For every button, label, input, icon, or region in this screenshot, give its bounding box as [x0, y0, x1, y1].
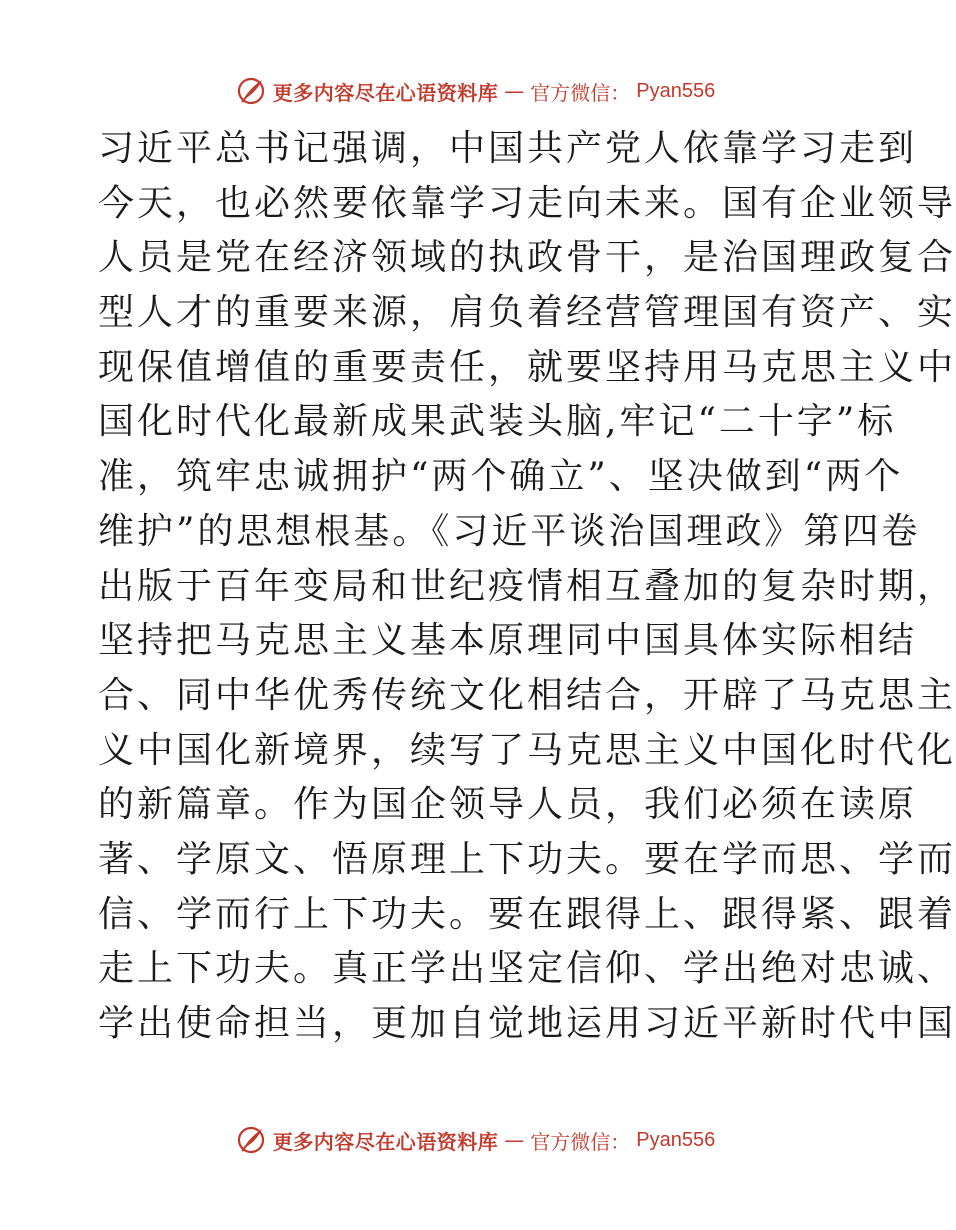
- watermark-title: 更多内容尽在心语资料库: [272, 80, 499, 105]
- watermark-wechat-id: Pyan556: [636, 79, 716, 102]
- text-line: 人员是党在经济领域的执政骨干，是治国理政复合: [98, 237, 956, 279]
- text-line: 坚持把马克思主义基本原理同中国具体实际相结: [98, 620, 918, 662]
- text-line: 习近平总书记强调，中国共产党人依靠学习走到: [98, 128, 918, 169]
- watermark-label: 官方微信：: [530, 80, 631, 105]
- footer-watermark: [0, 1120, 950, 1160]
- text-line: 信、学而行上下功夫。要在跟得上、跟得紧、跟着: [98, 893, 956, 935]
- text-line: 的新篇章。作为国企领导人员，我们必须在读原: [98, 784, 918, 826]
- text-line: 维护”的思想根基。《习近平谈治国理政》第四卷: [98, 510, 921, 552]
- text-line: 学出使命担当，更加自觉地运用习近平新时代中国: [98, 1003, 956, 1044]
- watermark-title: 更多内容尽在心语资料库: [272, 1129, 499, 1154]
- quill-pen-logo-icon: [235, 75, 267, 107]
- text-line: 准，筑牢忠诚拥护“两个确立”、坚决做到“两个: [98, 456, 904, 498]
- text-line: 现保值增值的重要责任，就要坚持用马克思主义中: [98, 346, 956, 388]
- watermark-separator: —: [504, 79, 525, 103]
- text-line: 国化时代化最新成果武装头脑,牢记“二十字”标: [98, 401, 897, 443]
- text-line: 今天，也必然要依靠学习走向未来。国有企业领导: [98, 182, 956, 224]
- watermark-wechat-id: Pyan556: [636, 1128, 716, 1151]
- text-line: 出版于百年变局和世纪疫情相互叠加的复杂时期，: [98, 565, 956, 607]
- text-line: 合、同中华优秀传统文化相结合，开辟了马克思主: [98, 674, 956, 716]
- document-body: [98, 122, 956, 1052]
- header-watermark: [0, 71, 950, 111]
- text-line: 著、学原文、悟原理上下功夫。要在学而思、学而: [98, 838, 956, 880]
- watermark-label: 官方微信：: [530, 1129, 631, 1154]
- text-line: 走上下功夫。真正学出坚定信仰、学出绝对忠诚、: [98, 948, 956, 990]
- watermark-separator: —: [504, 1128, 525, 1152]
- text-line: 型人才的重要来源，肩负着经营管理国有资产、实: [98, 292, 956, 334]
- quill-pen-logo-icon: [235, 1124, 267, 1156]
- text-line: 义中国化新境界，续写了马克思主义中国化时代化: [98, 729, 956, 771]
